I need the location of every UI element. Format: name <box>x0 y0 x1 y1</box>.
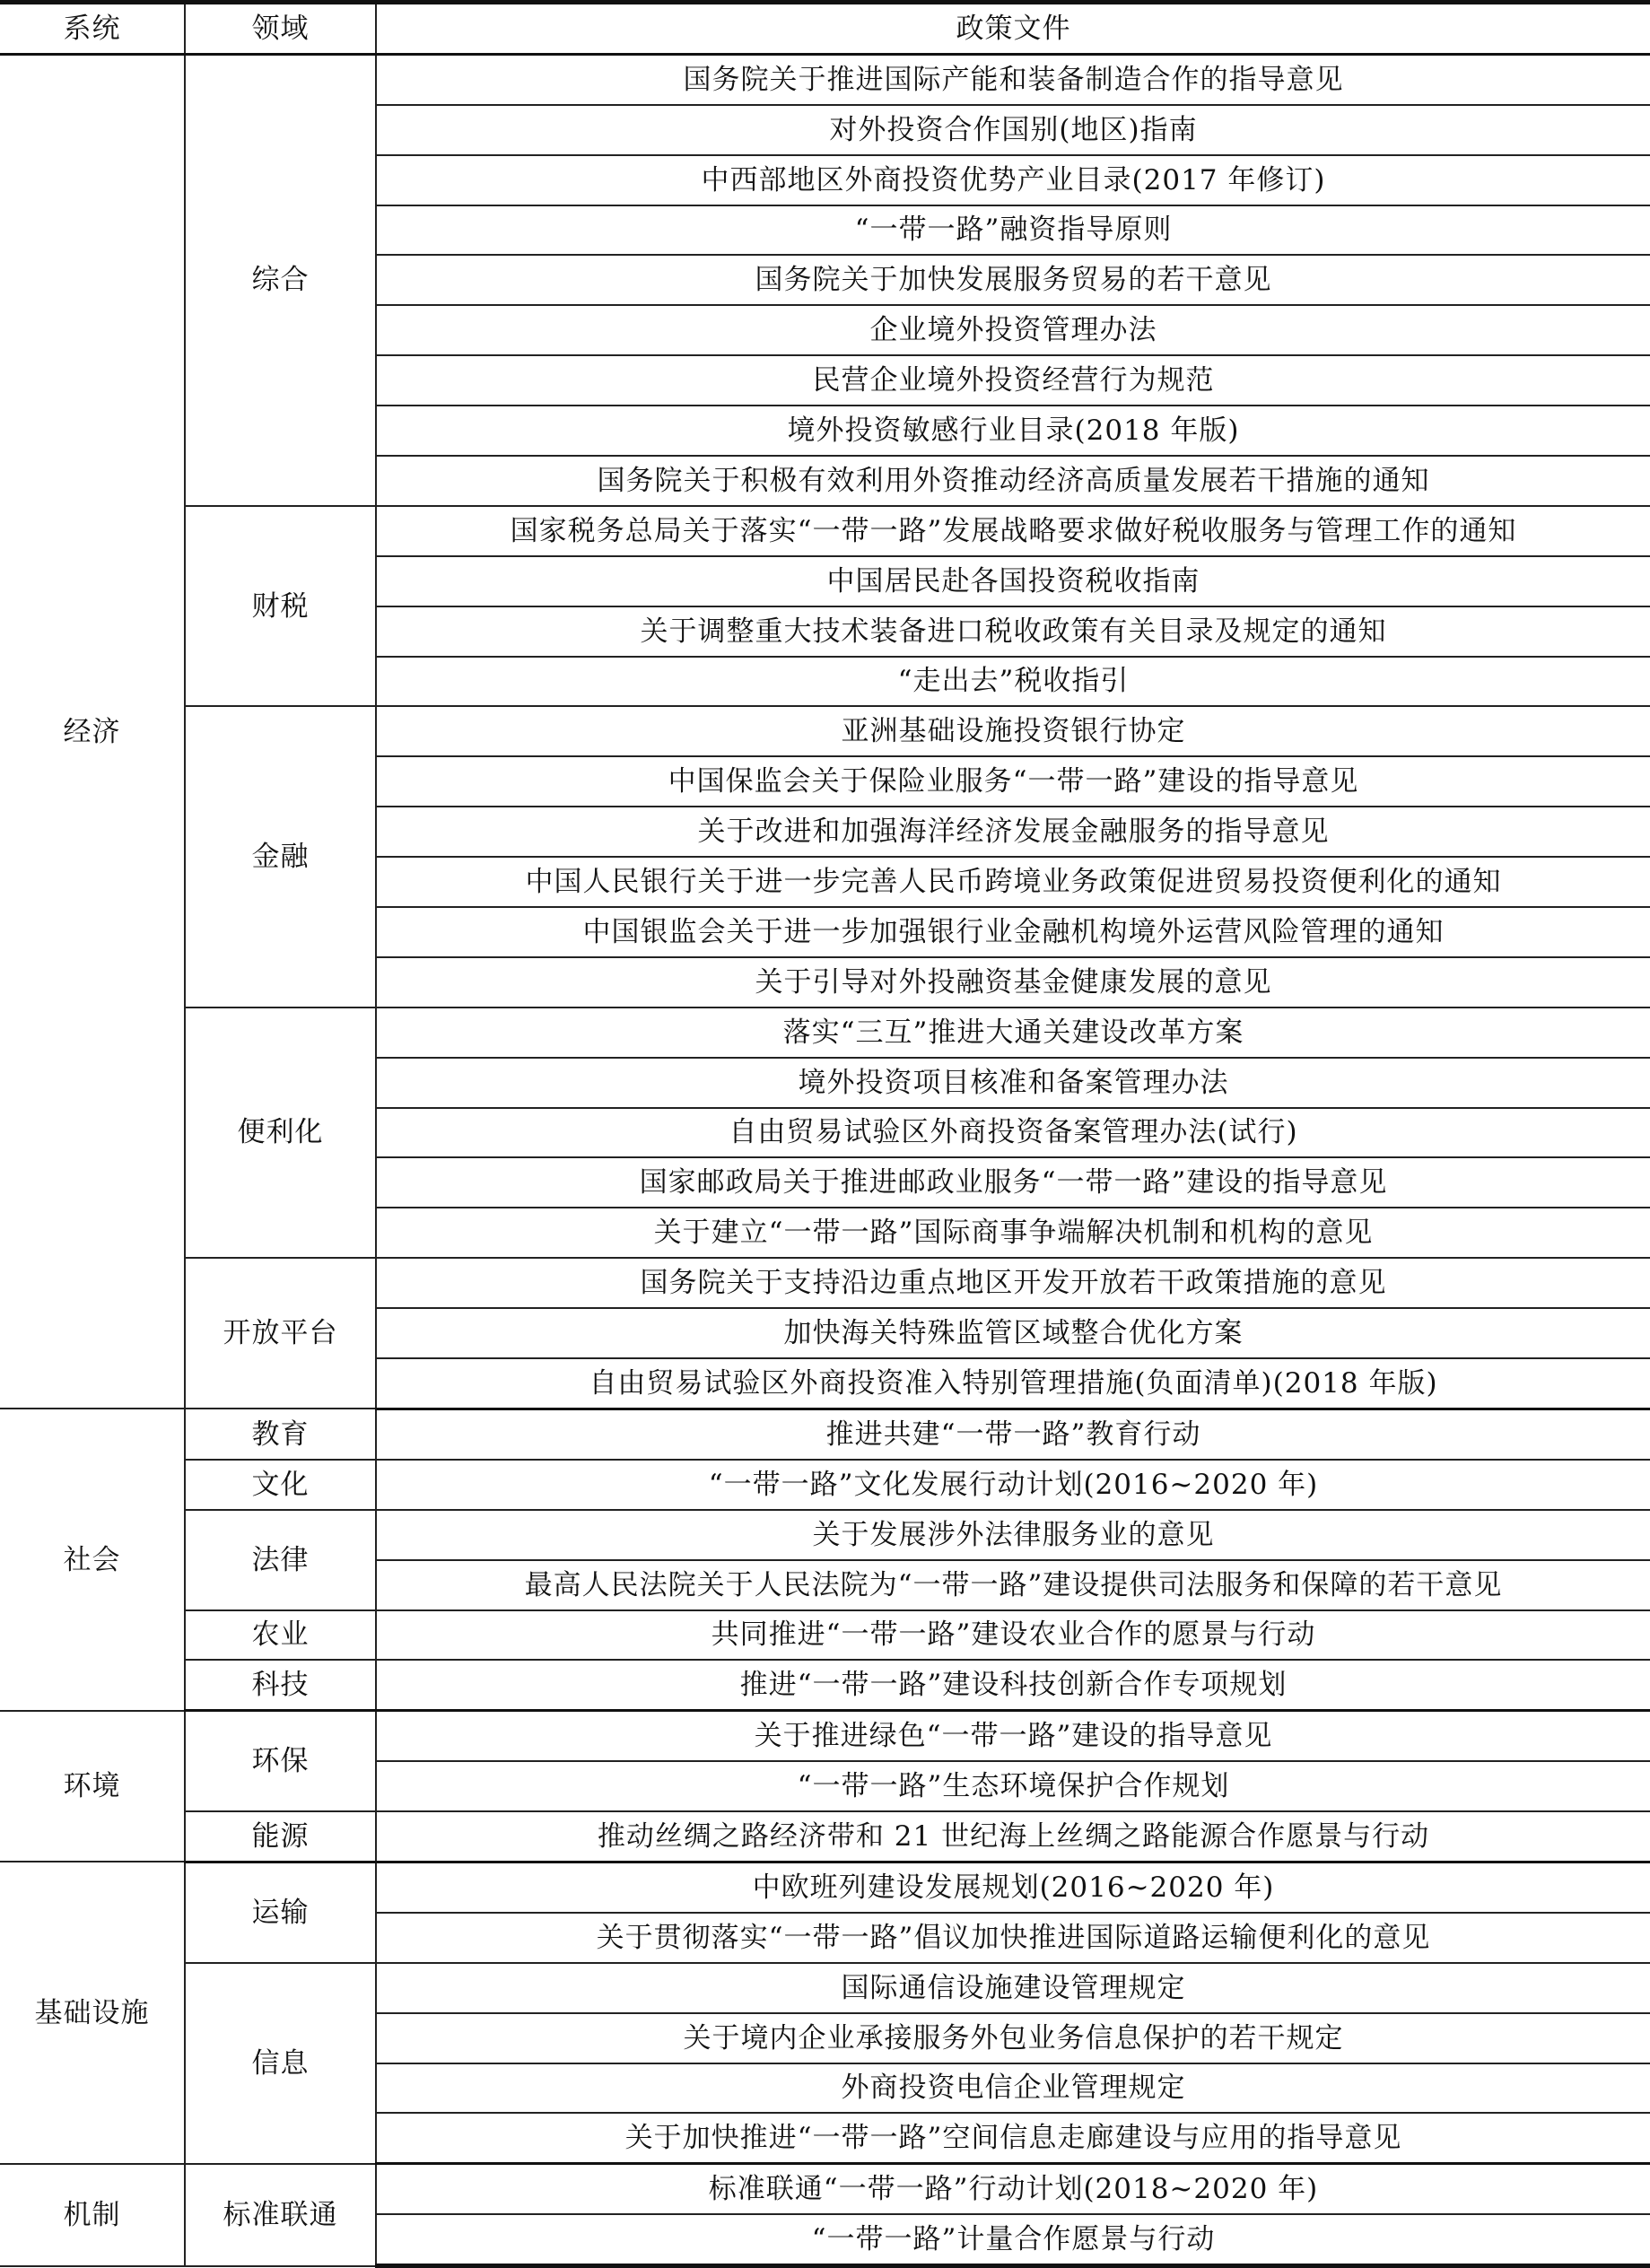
table-body <box>0 54 1650 2265</box>
table-row <box>0 2164 1650 2214</box>
document-cell: 国家邮政局关于推进邮政业服务“一带一路”建设的指导意见 <box>376 1157 1650 1208</box>
domain-cell: 能源 <box>185 1811 376 1862</box>
document-cell: 落实“三互”推进大通关建设改革方案 <box>376 1008 1650 1058</box>
document-cell: 标准联通“一带一路”行动计划(2018~2020 年) <box>376 2164 1650 2214</box>
document-cell: 国务院关于支持沿边重点地区开发开放若干政策措施的意见 <box>376 1258 1650 1308</box>
domain-cell: 科技 <box>185 1660 376 1710</box>
table-row <box>0 506 1650 556</box>
table-row <box>0 1610 1650 1661</box>
document-cell: 外商投资电信企业管理规定 <box>376 2063 1650 2114</box>
system-cell: 环境 <box>0 1711 185 1862</box>
document-cell: 关于境内企业承接服务外包业务信息保护的若干规定 <box>376 2013 1650 2063</box>
domain-cell: 金融 <box>185 706 376 1007</box>
document-cell: 关于改进和加强海洋经济发展金融服务的指导意见 <box>376 807 1650 857</box>
document-cell: “一带一路”融资指导原则 <box>376 205 1650 256</box>
table-row <box>0 1963 1650 2013</box>
document-cell: 关于发展涉外法律服务业的意见 <box>376 1510 1650 1560</box>
table-row <box>0 1409 1650 1459</box>
document-cell: 共同推进“一带一路”建设农业合作的愿景与行动 <box>376 1610 1650 1661</box>
document-cell: 关于调整重大技术装备进口税收政策有关目录及规定的通知 <box>376 606 1650 657</box>
document-cell: 中欧班列建设发展规划(2016~2020 年) <box>376 1862 1650 1912</box>
document-cell: “一带一路”生态环境保护合作规划 <box>376 1761 1650 1811</box>
document-cell: 亚洲基础设施投资银行协定 <box>376 706 1650 756</box>
table-row <box>0 1510 1650 1560</box>
table-row <box>0 1711 1650 1761</box>
document-cell: 国务院关于积极有效利用外资推动经济高质量发展若干措施的通知 <box>376 456 1650 506</box>
table-row <box>0 1811 1650 1862</box>
domain-cell: 便利化 <box>185 1008 376 1258</box>
document-cell: 民营企业境外投资经营行为规范 <box>376 355 1650 406</box>
table-row <box>0 1258 1650 1308</box>
header-row <box>0 3 1650 55</box>
system-cell: 基础设施 <box>0 1862 185 2163</box>
document-cell: 中国人民银行关于进一步完善人民币跨境业务政策促进贸易投资便利化的通知 <box>376 857 1650 907</box>
system-cell: 经济 <box>0 54 185 1409</box>
document-cell: 推进共建“一带一路”教育行动 <box>376 1409 1650 1459</box>
document-cell: 关于建立“一带一路”国际商事争端解决机制和机构的意见 <box>376 1208 1650 1258</box>
document-cell: 国家税务总局关于落实“一带一路”发展战略要求做好税收服务与管理工作的通知 <box>376 506 1650 556</box>
document-cell: 企业境外投资管理办法 <box>376 305 1650 355</box>
domain-cell: 教育 <box>185 1409 376 1459</box>
table-row <box>0 1008 1650 1058</box>
document-cell: 境外投资敏感行业目录(2018 年版) <box>376 406 1650 456</box>
document-cell: 国务院关于加快发展服务贸易的若干意见 <box>376 255 1650 305</box>
document-cell: 中西部地区外商投资优势产业目录(2017 年修订) <box>376 155 1650 205</box>
document-cell: 对外投资合作国别(地区)指南 <box>376 105 1650 155</box>
document-cell: “一带一路”文化发展行动计划(2016~2020 年) <box>376 1460 1650 1510</box>
header-domain: 领域 <box>185 3 376 55</box>
document-cell: 国际通信设施建设管理规定 <box>376 1963 1650 2013</box>
document-cell: “走出去”税收指引 <box>376 657 1650 707</box>
document-cell: 推动丝绸之路经济带和 21 世纪海上丝绸之路能源合作愿景与行动 <box>376 1811 1650 1862</box>
document-cell: 国务院关于推进国际产能和装备制造合作的指导意见 <box>376 54 1650 104</box>
domain-cell: 法律 <box>185 1510 376 1610</box>
table-row <box>0 1460 1650 1510</box>
document-cell: 关于引导对外投融资基金健康发展的意见 <box>376 957 1650 1008</box>
domain-cell: 运输 <box>185 1862 376 1962</box>
document-cell: 推进“一带一路”建设科技创新合作专项规划 <box>376 1660 1650 1710</box>
document-cell: 关于加快推进“一带一路”空间信息走廊建设与应用的指导意见 <box>376 2113 1650 2163</box>
domain-cell: 文化 <box>185 1460 376 1510</box>
document-cell: 自由贸易试验区外商投资备案管理办法(试行) <box>376 1108 1650 1158</box>
domain-cell: 信息 <box>185 1963 376 2164</box>
document-cell: 加快海关特殊监管区域整合优化方案 <box>376 1308 1650 1358</box>
header-document: 政策文件 <box>376 3 1650 55</box>
document-cell: “一带一路”计量合作愿景与行动 <box>376 2214 1650 2265</box>
domain-cell: 综合 <box>185 54 376 506</box>
document-cell: 中国居民赴各国投资税收指南 <box>376 556 1650 606</box>
document-cell: 自由贸易试验区外商投资准入特别管理措施(负面清单)(2018 年版) <box>376 1358 1650 1409</box>
domain-cell: 开放平台 <box>185 1258 376 1409</box>
document-cell: 境外投资项目核准和备案管理办法 <box>376 1058 1650 1108</box>
table-row <box>0 706 1650 756</box>
table-row <box>0 54 1650 104</box>
domain-cell: 财税 <box>185 506 376 707</box>
table-row <box>0 1660 1650 1710</box>
system-cell: 机制 <box>0 2164 185 2266</box>
header-system: 系统 <box>0 3 185 55</box>
document-cell: 中国保监会关于保险业服务“一带一路”建设的指导意见 <box>376 756 1650 807</box>
system-cell: 社会 <box>0 1409 185 1710</box>
table-row <box>0 1862 1650 1912</box>
document-cell: 关于贯彻落实“一带一路”倡议加快推进国际道路运输便利化的意见 <box>376 1913 1650 1963</box>
domain-cell: 环保 <box>185 1711 376 1811</box>
document-cell: 关于推进绿色“一带一路”建设的指导意见 <box>376 1711 1650 1761</box>
document-cell: 最高人民法院关于人民法院为“一带一路”建设提供司法服务和保障的若干意见 <box>376 1560 1650 1610</box>
domain-cell: 标准联通 <box>185 2164 376 2266</box>
domain-cell: 农业 <box>185 1610 376 1661</box>
document-cell: 中国银监会关于进一步加强银行业金融机构境外运营风险管理的通知 <box>376 907 1650 957</box>
